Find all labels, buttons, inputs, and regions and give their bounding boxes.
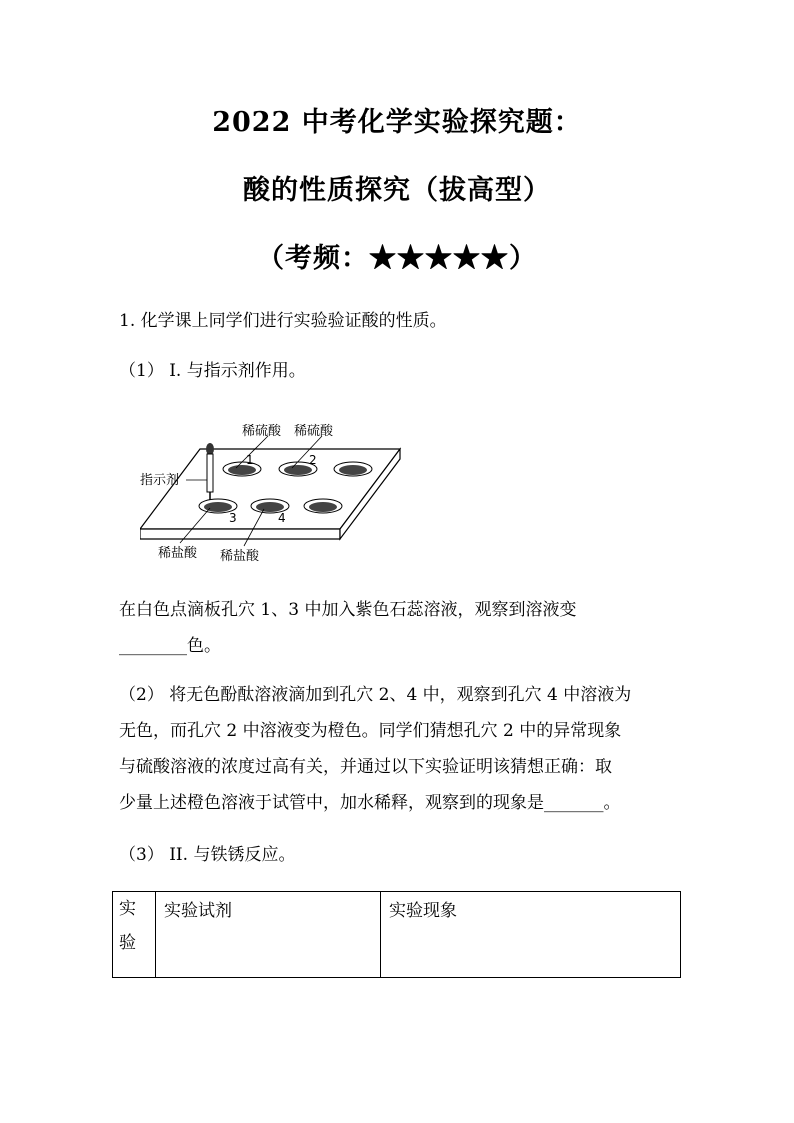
part1-heading: （1） I. 与指示剂作用。	[119, 361, 306, 381]
label-n1: 1	[246, 453, 254, 467]
label-n3: 3	[229, 511, 237, 525]
experiment-table	[112, 891, 681, 978]
part3-heading: （3） II. 与铁锈反应。	[119, 845, 296, 865]
part2-line2: 无色，而孔穴 2 中溶液变为橙色。同学们猜想孔穴 2 中的异常现象	[119, 721, 622, 741]
table-row	[113, 892, 681, 978]
part1-text-line1: 在白色点滴板孔穴 1、3 中加入紫色石蕊溶液，观察到溶液变	[119, 600, 577, 620]
label-n2: 2	[309, 453, 317, 467]
plate-front	[140, 529, 340, 539]
part2-line4: 少量上述橙色溶液于试管中，加水稀释，观察到的现象是_______。	[119, 793, 621, 813]
label-hole4-acid: 稀盐酸	[220, 549, 260, 564]
table-cell-reagent: 实验试剂	[156, 892, 381, 978]
title-frequency: （考频：★★★★★）	[257, 243, 537, 274]
spot-plate-diagram	[140, 412, 420, 570]
spot-plate-figure	[140, 412, 420, 570]
cell-text-b: 验	[119, 933, 136, 953]
cell-text-a: 实	[119, 899, 136, 919]
plate-top	[140, 449, 400, 529]
title-line-2: 酸的性质探究（拔高型）	[243, 175, 551, 206]
hole-1	[223, 462, 261, 476]
label-hole1-acid: 稀硫酸	[242, 424, 282, 439]
part2-line3: 与硫酸溶液的浓度过高有关，并通过以下实验证明该猜想正确：取	[119, 757, 612, 777]
part2-line1: （2） 将无色酚酞溶液滴加到孔穴 2、4 中，观察到孔穴 4 中溶液为	[119, 685, 632, 705]
table-cell-phenomenon: 实验现象	[381, 892, 681, 978]
hole-front-3	[304, 499, 342, 513]
question-stem: 1. 化学课上同学们进行实验验证酸的性质。	[119, 311, 447, 331]
title-line-1: 2022 中考化学实验探究题：	[212, 107, 582, 138]
label-n4: 4	[278, 511, 286, 525]
hole-back-3	[334, 462, 372, 476]
part1-text-line2: ________色。	[119, 636, 221, 656]
table-cell-experiment	[113, 892, 156, 978]
label-indicator: 指示剂	[140, 473, 180, 488]
label-hole3-acid: 稀盐酸	[158, 546, 198, 561]
label-hole2-acid: 稀硫酸	[294, 424, 334, 439]
dropper-icon	[206, 443, 214, 500]
